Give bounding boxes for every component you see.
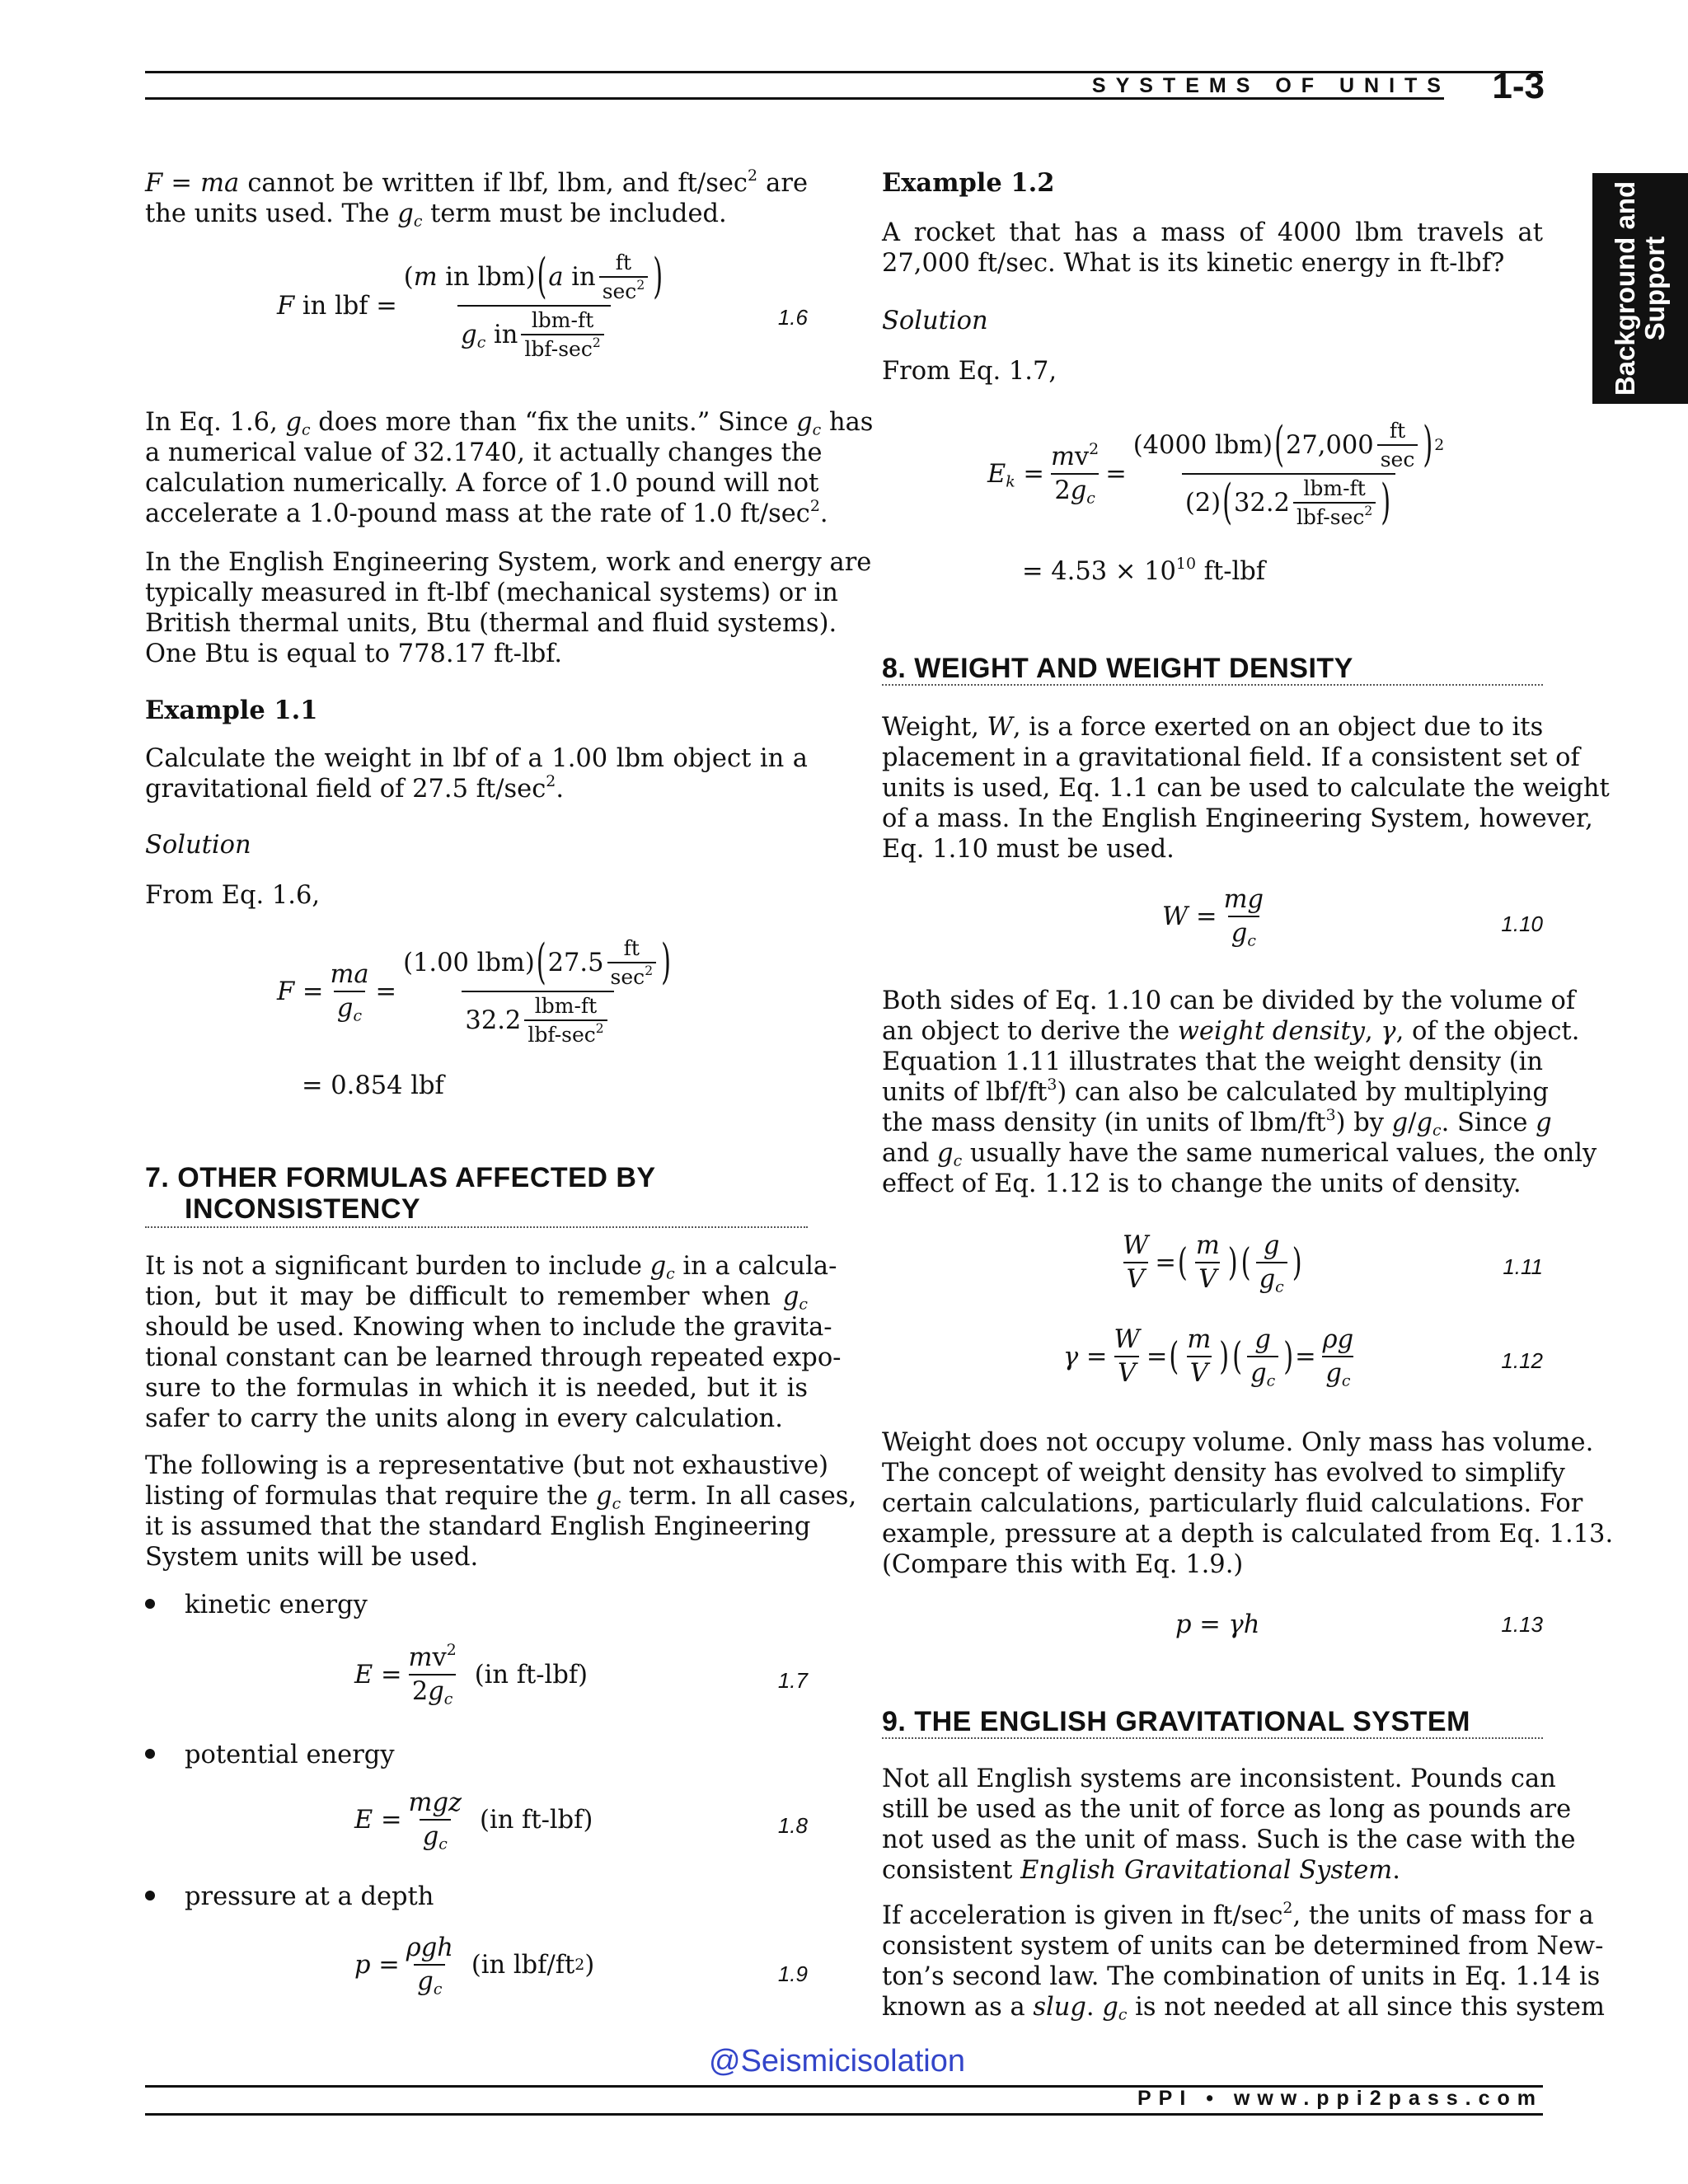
bullet-dot	[145, 1891, 155, 1900]
paragraph-weight-volume: Weight does not occupy volume. Only mass has volume. The concept of weight density has evolved to simplify certain calculations, particularly fluid calculations. For example, pressure at a depth is calculated from Eq. 1.13. (Compare this with Eq. 1.9.)	[882, 1428, 1614, 1579]
section-9-rule	[882, 1737, 1543, 1739]
chapter-side-tab[interactable]	[1592, 173, 1688, 404]
paragraph-burden: It is not a significant burden to include $g_c$ in a calcula- tion, but it may be difficult to remember when $g_c$ should be used. Knowing when to include the gravita- tional constant can be learned through repeated expo- sure to the formulas in which it is needed, but it is safer to carry the units along in every calculation.	[145, 1252, 842, 1433]
example-1-2-from-eq: From Eq. 1.7,	[882, 357, 1057, 386]
footer-rule-bottom	[145, 2113, 1543, 2116]
example-1-2-equation: $E_k$ = $\frac{mv^2}{2g_c}$ = (4000 lbm) ( 27,000 $\frac{ft}{\sec}$ ) 2 (2) ( 32.2 $\frac{\text{lbm-ft}}{lbf-\sec^2}$ )	[987, 417, 1445, 531]
equation-number: 1.8	[777, 1813, 808, 1838]
paragraph-representative-listing: The following is a representative (but not exhaustive) listing of formulas that require the $g_c$ term. In all cases, it is assumed that the standard English Engineering System units will be used.	[145, 1451, 857, 1572]
section-7-rule	[145, 1226, 808, 1228]
bullet-dot	[145, 1599, 155, 1609]
section-8-rule	[882, 684, 1543, 686]
page-number: 1-3	[1492, 66, 1545, 106]
example-1-1-result: = 0.854 lbf	[302, 1071, 444, 1100]
equation-number: 1.13	[1501, 1612, 1543, 1637]
example-1-2-title: Example 1.2	[882, 168, 1055, 198]
paragraph-work-energy: In the English Engineering System, work and energy are typically measured in ft-lbf (mechanical systems) or in British thermal units, Btu (thermal and fluid systems). One Btu is equal to 778.17 ft-lbf.	[145, 548, 872, 668]
section-8-heading: 8. WEIGHT AND WEIGHT DENSITY	[882, 653, 1353, 684]
paragraph-english-gravitational: Not all English systems are inconsistent. Pounds can still be used as the unit of force as long as pounds are not used as the unit of mass. Such is the case with the consistent English Gravitational System.	[882, 1765, 1576, 1885]
equation-number: 1.6	[777, 305, 808, 330]
header-rule-top	[145, 71, 1543, 73]
equation-number: 1.9	[777, 1961, 808, 1986]
side-tab-label: Background and Support	[1610, 180, 1670, 396]
example-1-2-text: A rocket that has a mass of 4000 lbm travels at 27,000 ft/sec. What is its kinetic energy in ft-lbf?	[882, 218, 1543, 278]
equation-number: 1.10	[1501, 912, 1543, 936]
equation-1-12: γ = $\frac{W}{V}$ = ( $\frac{m}{V}$ ) ( $\frac{g}{g_c}$ ) = $\frac{\rho g}{g_c}$	[1063, 1325, 1354, 1390]
example-1-1-text: Calculate the weight in lbf of a 1.00 lbm object in a gravitational field of 27.5 $ft/\sec^2$.	[145, 744, 808, 804]
paragraph-weight: Weight, W, is a force exerted on an object due to its placement in a gravitational field. If a consistent set of units is used, Eq. 1.1 can be used to calculate the weight of a mass. In the English Engineering System, however, Eq. 1.10 must be used.	[882, 713, 1610, 864]
example-1-1-from-eq: From Eq. 1.6,	[145, 881, 321, 910]
example-1-1-solution-label: Solution	[145, 831, 251, 860]
equation-1-11: $\frac{W}{V}$ = ( $\frac{m}{V}$ ) ( $\frac{g}{g_c}$ )	[1123, 1231, 1302, 1296]
equation-1-10: W = $\frac{mg}{g_c}$	[1162, 885, 1264, 950]
example-1-2-result: = $4.53 \times 10^{10}$ ft-lbf	[1022, 554, 1266, 586]
example-1-1-title: Example 1.1	[145, 696, 318, 725]
equation-number: 1.11	[1503, 1254, 1543, 1279]
example-1-2-solution-label: Solution	[882, 307, 988, 335]
equation-1-7: E = $\frac{mv^2}{2g_c}$ (in ft-lbf)	[354, 1640, 588, 1708]
watermark: @Seismicisolation	[709, 2044, 966, 2079]
publisher-footer[interactable]: PPI • www.ppi2pass.com	[1137, 2087, 1543, 2110]
equation-number: 1.12	[1501, 1348, 1543, 1373]
bullet-dot	[145, 1749, 155, 1759]
paragraph-gc-explanation: In Eq. 1.6, $g_c$ does more than “fix the units.” Since $g_c$ has a numerical value of 32.1740, it actually changes the calculation numerically. A force of 1.0 pound will not accelerate a 1.0-pound mass at the rate of 1.0 $ft/\sec^2$.	[145, 408, 874, 528]
equation-number: 1.7	[777, 1668, 808, 1693]
equation-1-9: p = $\frac{\text{ρgh}}{g_c}$ (in lbf/ft 2 )	[354, 1933, 595, 1999]
paragraph-weight-density: Both sides of Eq. 1.10 can be divided by the volume of an object to derive the weight density, γ, of the object. Equation 1.11 illustrates that the weight density (in units of lbf/$ft^3$) can also be calculated by multiplying the mass density (in units of lbm/$ft^3$) by $g/g_c$. Since g and $g_c$ usually have the same numerical values, the only effect of Eq. 1.12 is to change the units of density.	[882, 987, 1597, 1198]
equation-1-8: E = $\frac{\text{mgz}}{g_c}$ (in ft-lbf)	[354, 1788, 593, 1854]
equation-1-6: F in lbf = ( m in lbm) ( a in $\frac{ft}{\sec^2}$ ) $g_c$ in $\frac{\text{lbm-ft}}{lbf-\sec^2}$	[277, 249, 663, 361]
section-9-heading: 9. THE ENGLISH GRAVITATIONAL SYSTEM	[882, 1706, 1470, 1737]
example-1-1-equation: F = $\frac{ma}{g_c}$ = (1.00 lbm) ( 27.5 $\frac{ft}{\sec^2}$ ) 32.2 $\frac{\text{lbm-ft}}{lbf-\sec^2}$	[277, 935, 671, 1047]
intro-paragraph: F = ma cannot be written if lbf, lbm, and $ft/\sec^2$ are the units used. The $g_c$ term must be included.	[145, 166, 808, 231]
header-rule-bottom	[145, 97, 1444, 100]
section-7-heading: 7. OTHER FORMULAS AFFECTED BY INCONSISTENCY	[145, 1162, 656, 1225]
running-header-title: SYSTEMS OF UNITS	[1091, 74, 1451, 97]
paragraph-slug: If acceleration is given in $ft/\sec^2$, the units of mass for a consistent system of units can be determined from New- ton’s second law. The combination of units in Eq. 1.14 is known as a slug. $g_c$ is not needed at all since this system	[882, 1898, 1605, 2024]
equation-1-13: p = γh	[1175, 1610, 1260, 1639]
